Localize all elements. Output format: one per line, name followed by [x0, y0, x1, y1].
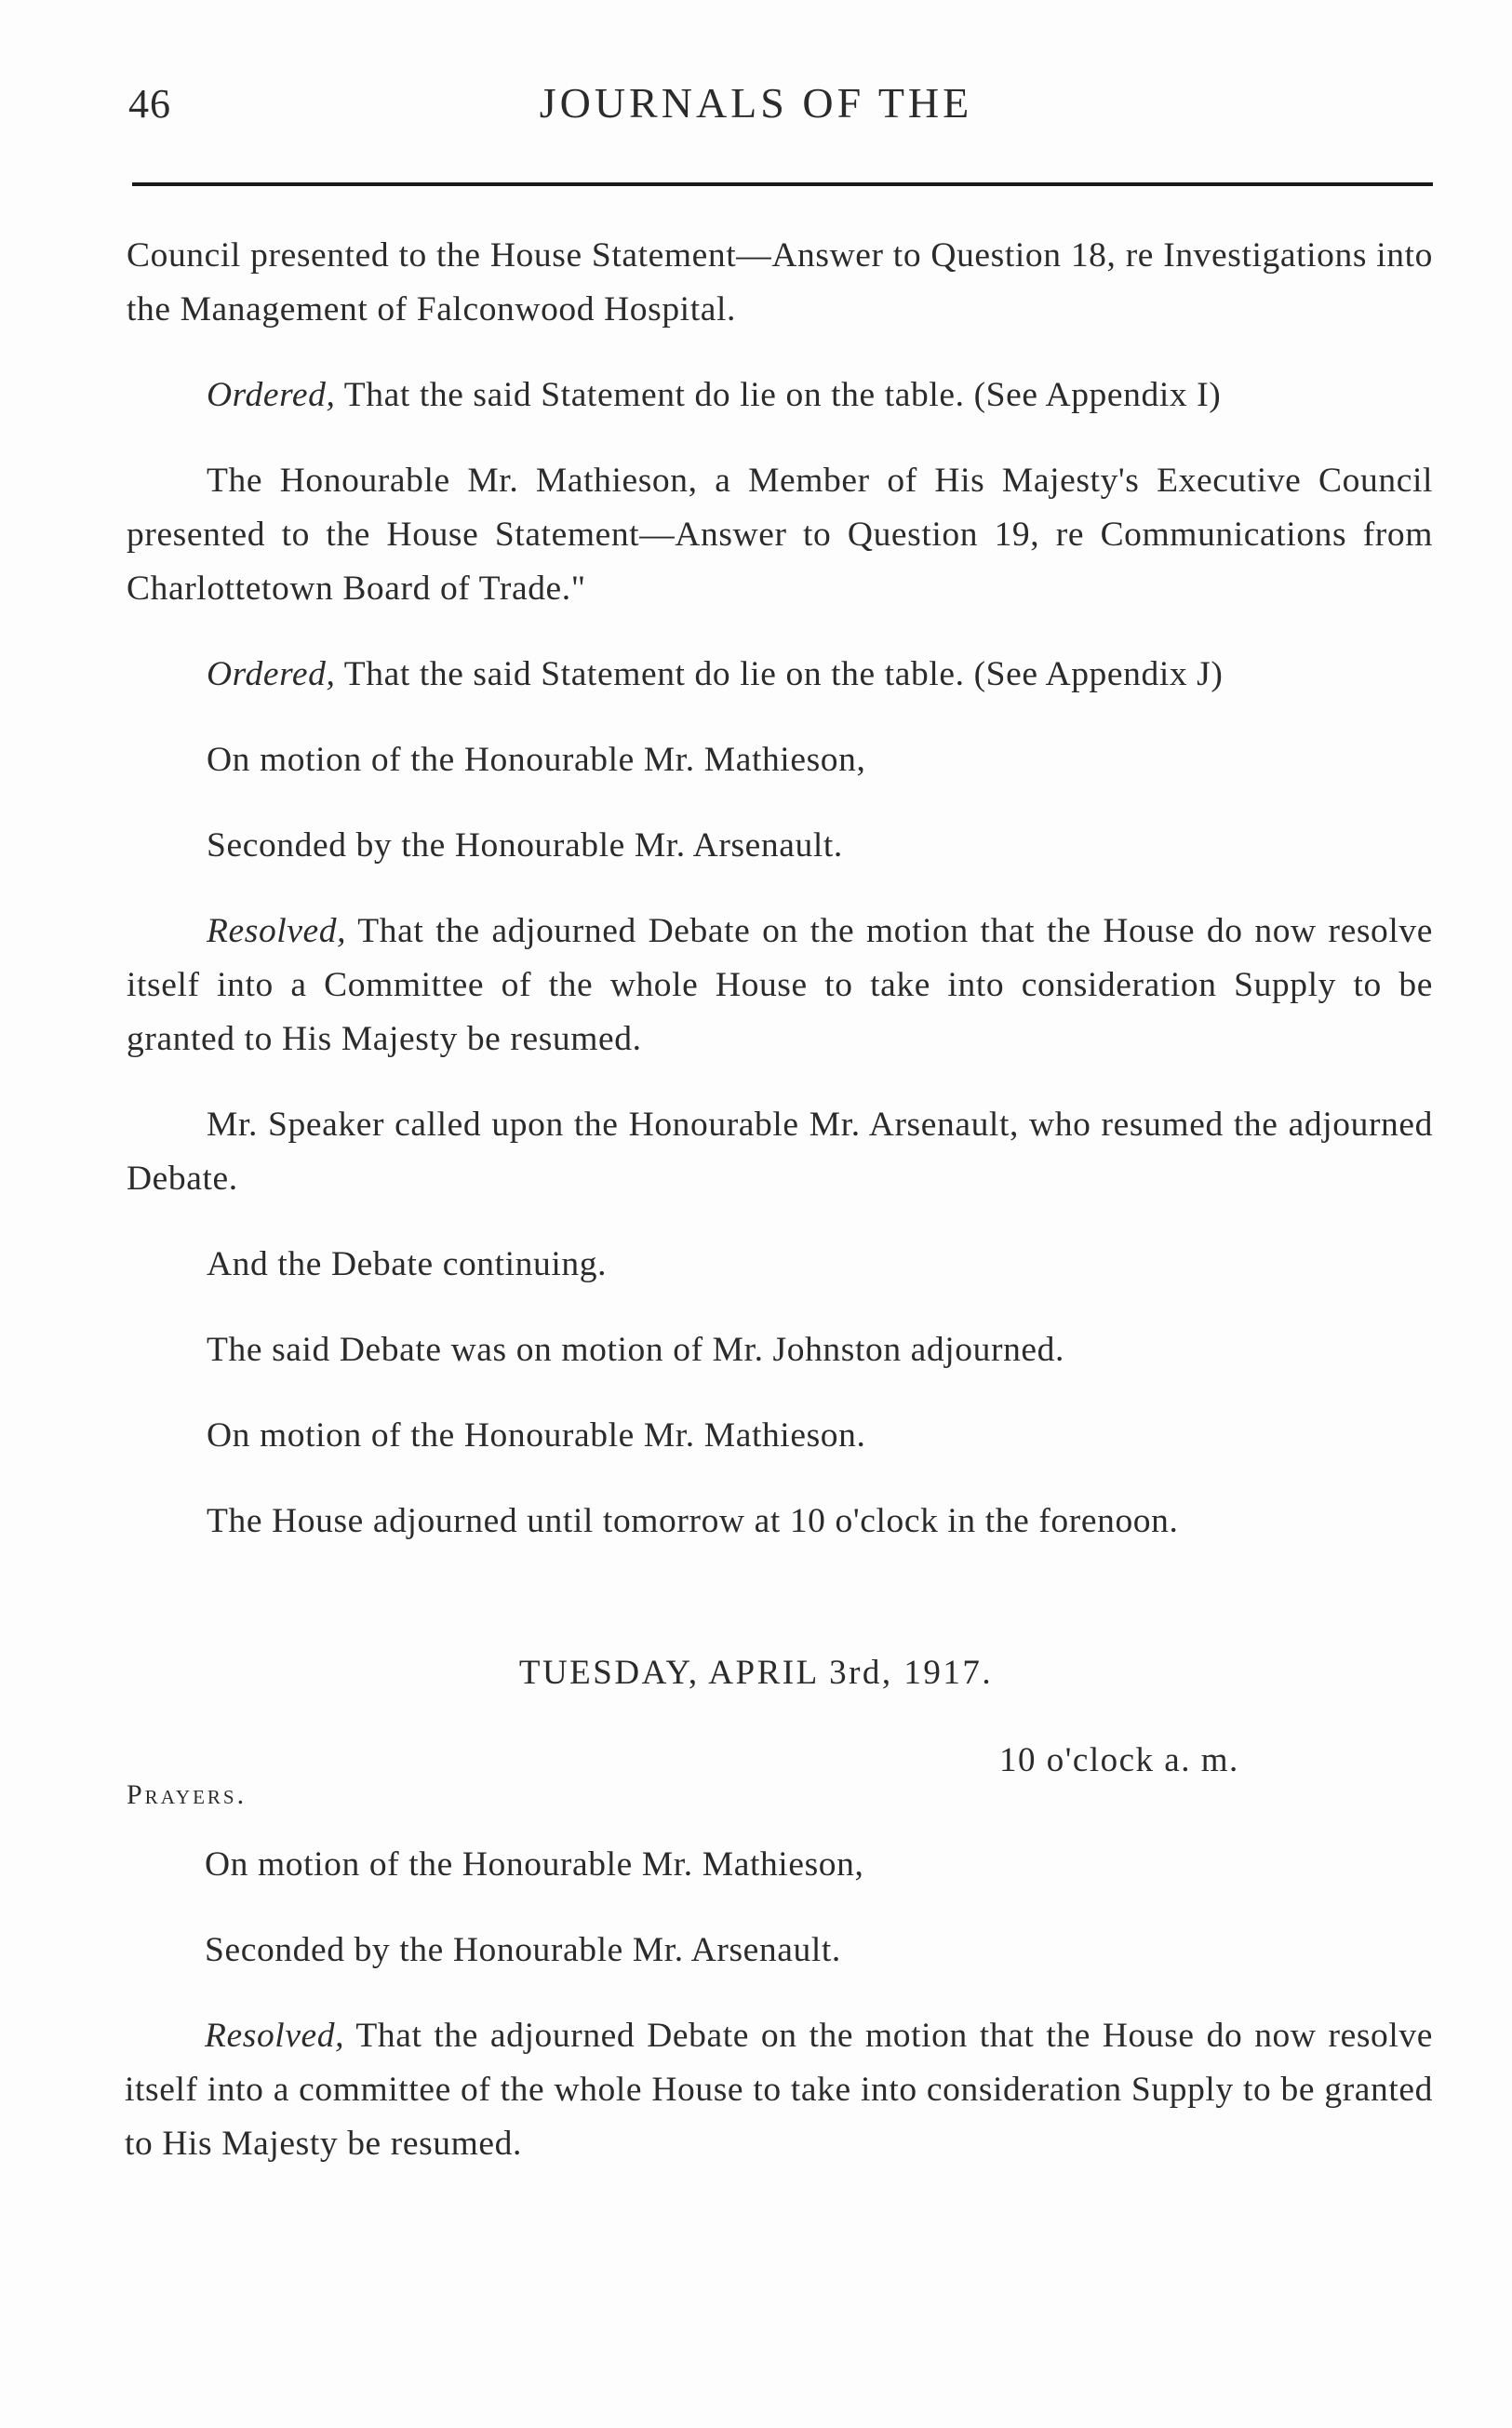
entry-text: Seconded by the Honourable Mr. Arsenault.	[207, 826, 843, 865]
journal-body	[127, 229, 1433, 1580]
journal-entry	[125, 2009, 1433, 2171]
journal-body-session	[125, 1838, 1433, 2203]
session-time: 10 o'clock a. m.	[999, 1741, 1239, 1779]
entry-text: That the said Statement do lie on the table. (See Appendix J)	[335, 655, 1224, 693]
entry-text: On motion of the Honourable Mr. Mathieson,	[207, 741, 866, 779]
journal-entry	[127, 1323, 1433, 1377]
journal-entry	[125, 1838, 1433, 1892]
entry-text: The Honourable Mr. Mathieson, a Member of His Majesty's Executive Council presented to the House Statement—Answer to Question 19, re Communications from Charlottetown Board of Trade."	[127, 462, 1433, 608]
journal-entry	[127, 454, 1433, 616]
entry-text: Mr. Speaker called upon the Honourable Mr. Arsenault, who resumed the adjourned Debate.	[127, 1106, 1433, 1198]
journal-entry	[127, 1098, 1433, 1206]
page-number: 46	[128, 81, 171, 127]
journal-entry	[127, 1409, 1433, 1463]
header-rule	[132, 182, 1433, 186]
entry-text: That the adjourned Debate on the motion that the House do now resolve itself into a committee of the whole House to take into consideration Supply to be granted to His Majesty be resumed.	[125, 2017, 1433, 2163]
journal-entry	[127, 733, 1433, 787]
entry-lead: Resolved,	[205, 2017, 345, 2055]
entry-lead: Ordered,	[207, 376, 336, 414]
entry-text: That the said Statement do lie on the table. (See Appendix I)	[335, 376, 1222, 414]
journal-entry	[127, 229, 1433, 337]
entry-text: Council presented to the House Statement—Answer to Question 18, re Investigations into the Management of Falconwood Hospital.	[127, 236, 1433, 329]
entry-text: Seconded by the Honourable Mr. Arsenault.	[205, 1931, 841, 1969]
entry-text: The House adjourned until tomorrow at 10 o'clock in the forenoon.	[207, 1502, 1179, 1540]
journal-entry	[127, 648, 1433, 702]
journal-entry	[127, 1495, 1433, 1549]
journal-entry	[127, 369, 1433, 423]
entry-text: On motion of the Honourable Mr. Mathieson.	[207, 1416, 866, 1455]
session-date-heading: TUESDAY, APRIL 3rd, 1917.	[518, 1654, 994, 1692]
entry-lead: Resolved,	[207, 912, 347, 950]
journal-entry	[125, 1924, 1433, 1978]
running-title: JOURNALS OF THE	[539, 79, 973, 127]
entry-text: The said Debate was on motion of Mr. Johnston adjourned.	[207, 1331, 1064, 1369]
entry-text: And the Debate continuing.	[207, 1245, 608, 1283]
prayers-heading: Prayers.	[127, 1779, 248, 1810]
entry-text: That the adjourned Debate on the motion that the House do now resolve itself into a Committee of the whole House to take into consideration Supply to be granted to His Majesty be resumed.	[127, 912, 1433, 1058]
journal-entry	[127, 819, 1433, 873]
entry-lead: Ordered,	[207, 655, 336, 693]
journal-entry	[127, 905, 1433, 1066]
entry-text: On motion of the Honourable Mr. Mathieson,	[205, 1845, 864, 1884]
journal-entry	[127, 1238, 1433, 1292]
